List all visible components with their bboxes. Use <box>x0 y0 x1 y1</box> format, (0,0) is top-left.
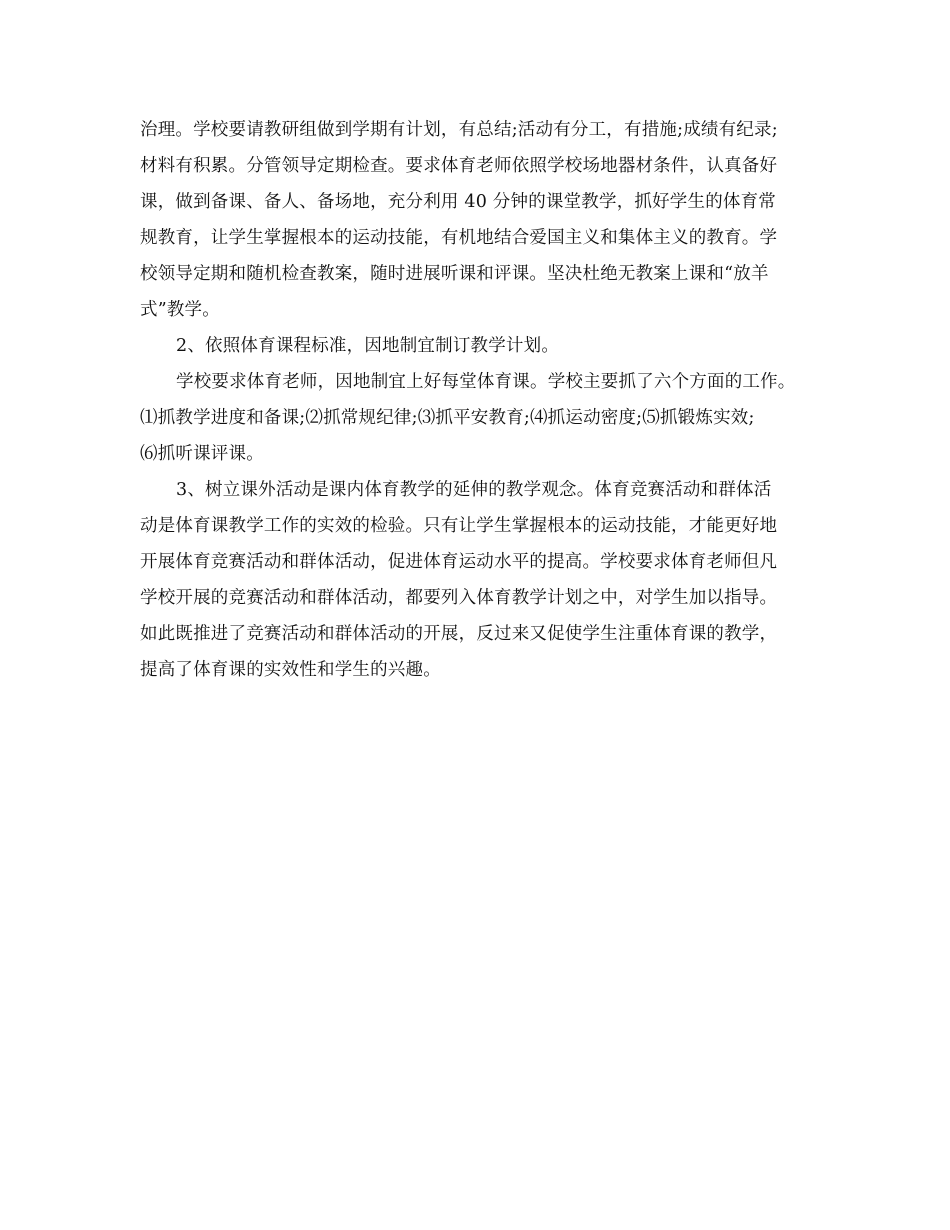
document-body <box>140 112 820 688</box>
body-line: 学校开展的竞赛活动和群体活动，都要列入体育教学计划之中，对学生加以指导。 <box>140 588 778 608</box>
body-line: 式”教学。 <box>140 300 220 320</box>
body-line: 提高了体育课的实效性和学生的兴趣。 <box>140 660 441 680</box>
section-heading: 3、树立课外活动是课内体育教学的延伸的教学观念。体育竞赛活动和群体活 <box>176 480 772 500</box>
body-line: 规教育，让学生掌握根本的运动技能，有机地结合爱国主义和集体主义的教育。学 <box>140 228 778 248</box>
body-line: 校领导定期和随机检查教案，随时进展听课和评课。坚决杜绝无教案上课和“放羊 <box>140 264 769 284</box>
body-line: 开展体育竞赛活动和群体活动，促进体育运动水平的提高。学校要求体育老师但凡 <box>140 552 778 572</box>
body-line: 材料有积累。分管领导定期检查。要求体育老师依照学校场地器材条件，认真备好 <box>140 156 778 176</box>
body-line: ⑹抓听课评课。 <box>140 444 264 464</box>
section-heading: 2、依照体育课程标准，因地制宜制订教学计划。 <box>176 336 560 356</box>
paragraph-start-line: 学校要求体育老师，因地制宜上好每堂体育课。学校主要抓了六个方面的工作。 <box>176 372 796 392</box>
body-line: 动是体育课教学工作的实效的检验。只有让学生掌握根本的运动技能，才能更好地 <box>140 516 778 536</box>
body-line: ⑴抓教学进度和备课;⑵抓常规纪律;⑶抓平安教育;⑷抓运动密度;⑸抓锻炼实效; <box>140 408 755 428</box>
body-line: 如此既推进了竞赛活动和群体活动的开展，反过来又促使学生注重体育课的教学， <box>140 624 778 644</box>
body-line: 课，做到备课、备人、备场地，充分利用 40 分钟的课堂教学，抓好学生的体育常 <box>140 192 776 212</box>
body-line: 治理。学校要请教研组做到学期有计划，有总结;活动有分工，有措施;成绩有纪录; <box>140 120 778 140</box>
